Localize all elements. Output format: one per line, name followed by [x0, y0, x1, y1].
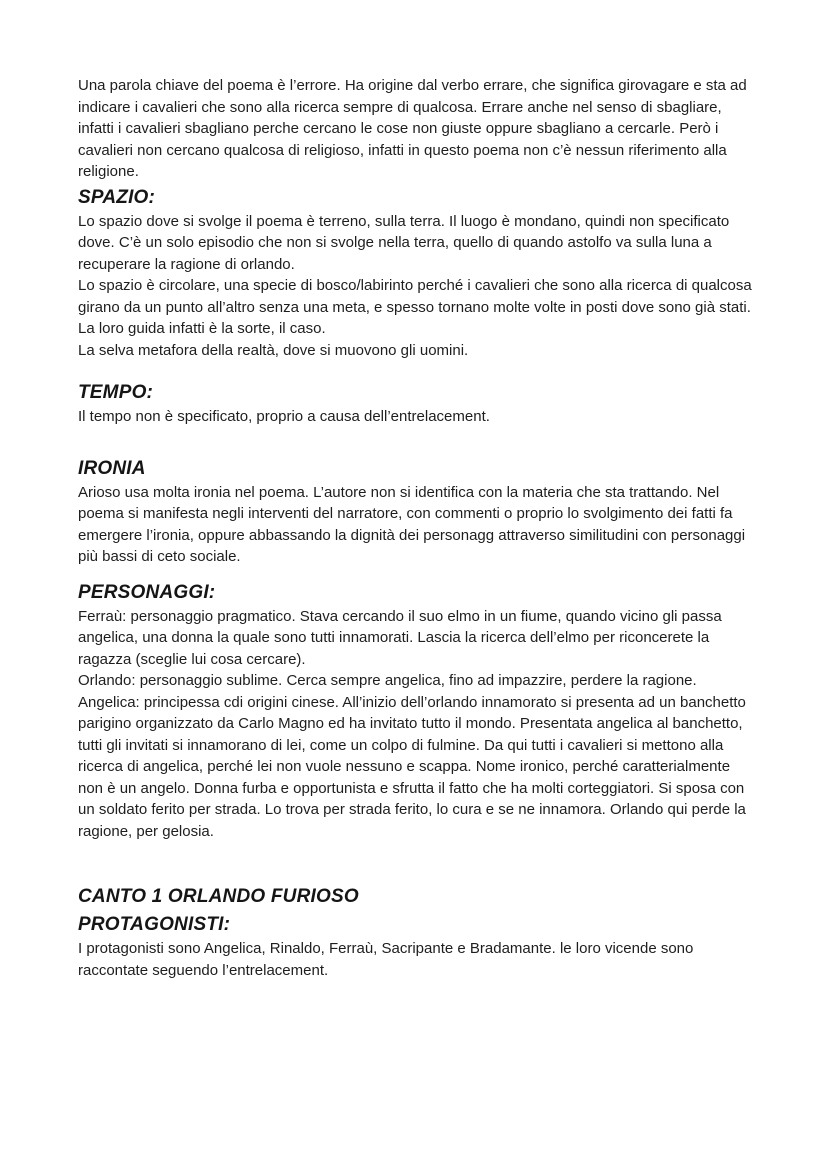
paragraph-selva-metafora: La selva metafora della realtà, dove si muovono gli uomini. [78, 341, 469, 359]
document-content [78, 75, 754, 981]
paragraph-spazio-circolare: Lo spazio è circolare, una specie di bosco/labirinto perché i cavalieri che sono alla ricerca di qualcosa girano da un punto all’altro senza una meta, e spesso tornano molte volte in posti dove sono già stati. La loro guida infatti è la sorte, il caso. [78, 277, 752, 337]
paragraph-errore: Una parola chiave del poema è l’errore. Ha origine dal verbo errare, che significa girovagare e sta ad indicare i cavalieri che sono alla ricerca sempre di qualcosa. Errare anche nel senso di sbagliare, infatti i cavalieri sbagliano perche cercano le cose non giuste oppure sbagliano a cercarle. Però i cavalieri non cercano qualcosa di religioso, infatti in questo poema non c’è nessun riferimento alla religione. [78, 77, 747, 180]
heading-canto-1-orlando-furioso: CANTO 1 ORLANDO FURIOSO [78, 886, 359, 907]
paragraph-angelica: Angelica: principessa cdi origini cinese. All’inizio dell’orlando innamorato si presenta ad un banchetto parigino organizzato da Carlo Magno ed ha invitato tutto il mondo. Presentata angelica al banchetto, tutti gli invitati si innamorano di lei, come un colpo di fulmine. Da qui tutti i cavalieri si mettono alla ricerca di angelica, perché lei non vuole nessuno e scappa. Nome ironico, perché caratterialmente non è un angelo. Donna furba e opportunista e sfrutta il fatto che ha molti corteggiatori. Si sposa con un soldato ferito per strada. Lo trova per strada ferito, lo cura e se ne innamora. Orlando qui perde la ragione, per gelosia. [78, 693, 746, 840]
paragraph-ferrau: Ferraù: personaggio pragmatico. Stava cercando il suo elmo in un fiume, quando vicino gli passa angelica, una donna la quale sono tutti innamorati. Lascia la ricerca dell’elmo per riconcerete la ragazza (sceglie lui cosa cercare). [78, 607, 722, 668]
paragraph-orlando: Orlando: personaggio sublime. Cerca sempre angelica, fino ad impazzire, perdere la ragione. [78, 672, 697, 689]
heading-tempo: TEMPO: [78, 382, 154, 403]
paragraph-spazio-terreno: Lo spazio dove si svolge il poema è terreno, sulla terra. Il luogo è mondano, quindi non specificato dove. C’è un solo episodio che non si svolge nella terra, quello di quando astolfo va sulla luna a recuperare la ragione di orlando. [78, 212, 730, 273]
paragraph-tempo: Il tempo non è specificato, proprio a causa dell’entrelacement. [78, 408, 490, 425]
paragraph-protagonisti: I protagonisti sono Angelica, Rinaldo, Ferraù, Sacripante e Bradamante. le loro vicende sono raccontate seguendo l’entrelacement. [78, 940, 694, 979]
paragraph-ironia: Arioso usa molta ironia nel poema. L’autore non si identifica con la materia che sta trattando. Nel poema si manifesta negli interventi del narratore, con commenti o proprio lo svolgimento dei fatti fa emergere l’ironia, oppure abbassando la dignità dei personagg attraverso similitudini con personaggi più bassi di ceto sociale. [78, 483, 746, 565]
heading-protagonisti: PROTAGONISTI: [78, 914, 231, 935]
heading-spazio: SPAZIO: [78, 186, 156, 208]
heading-ironia: IRONIA [78, 457, 146, 479]
heading-personaggi: PERSONAGGI: [78, 581, 216, 603]
